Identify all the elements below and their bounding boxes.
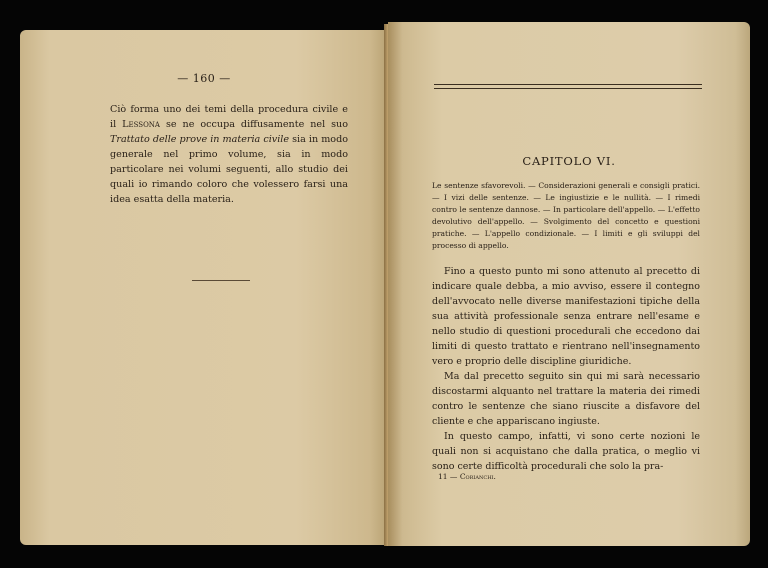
header-double-rule xyxy=(434,84,702,89)
signature-mark xyxy=(438,472,496,481)
paragraph-text: sia in modo generale nel primo volume, sia in modo particolare nei volumi seguenti, allo studio dei quali io rimando coloro che volessero farsi una idea esatta della materia. xyxy=(110,134,348,205)
chapter-title: CAPITOLO VI. xyxy=(522,154,616,168)
left-paragraph xyxy=(110,102,348,207)
signature-number: 11 — xyxy=(438,472,460,481)
paragraph-text: se ne occupa diffusamente nel suo xyxy=(160,119,349,130)
page-number: — 160 — xyxy=(177,72,231,85)
body-paragraph: Ma dal precetto seguito sin qui mi sarà necessario discostarmi alquanto nel trattare la materia dei rimedi contro le sentenze che siano riuscite a disfavore del cliente e che appariscano ingiuste. xyxy=(432,371,700,427)
author-name: Lessona xyxy=(122,119,160,130)
body-paragraph: Fino a questo punto mi sono attenuto al precetto di indicare quale debba, a mio avviso, essere il contegno dell'avvocato nelle diverse manifestazioni tipiche della sua attività professionale senza entrare nell'esame e nello studio di questioni procedurali che eccedono dai limiti di questo trattato e rientrano nell'insegnamento vero e proprio delle discipline giuridiche. xyxy=(432,266,700,367)
body-paragraph: In questo campo, infatti, vi sono certe nozioni le quali non si acquistano che dalla pratica, o meglio vi sono certe difficoltà procedurali che solo la pra- xyxy=(432,431,700,472)
right-page xyxy=(388,22,750,546)
chapter-summary: Le sentenze sfavorevoli. — Considerazioni generali e consigli pratici. — I vizi delle sentenze. — Le ingiustizie e le nullità. — I rimedi contro le sentenze dannose. — In particolare dell'appello. — L'effetto devolutivo dell'appello. — Svolgimento del concetto e questioni pratiche. — L'appello condizionale. — I limiti e gli sviluppi del processo di appello. xyxy=(432,181,700,250)
work-title: Trattato delle prove in materia civile xyxy=(110,134,290,145)
left-page xyxy=(20,30,388,545)
paragraph-text: Ciò forma uno dei temi della procedura civile e il xyxy=(110,104,348,130)
chapter-body xyxy=(432,264,700,474)
section-end-rule xyxy=(192,280,250,281)
signature-name: Corianchi. xyxy=(459,472,496,481)
